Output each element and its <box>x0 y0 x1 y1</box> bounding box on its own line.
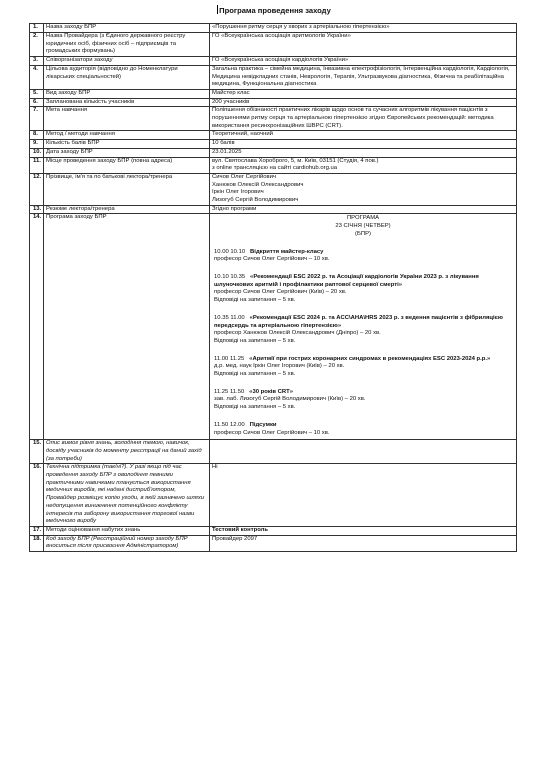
lecturer-name: Лизогуб Сергій Володимирович <box>212 197 299 204</box>
event-qa: Відповіді на запитання – 5 хв. <box>214 337 296 344</box>
row-value: Згідно програми <box>210 205 517 214</box>
table-row <box>30 89 517 98</box>
lecturer-name: Ханюков Олексій Олександрович <box>212 181 304 188</box>
event-title: «Рекомендації ESC 2022 р. та Асоціації кардіологів України 2023 р. з лікування шлуночкових аритмій і профілактики раптової серцевої смерті» <box>214 273 479 288</box>
table-row <box>30 65 517 89</box>
program-heading: ПРОГРАМА <box>346 215 380 222</box>
event-time: 10.35 11.00 <box>214 314 245 321</box>
row-number: 15. <box>30 440 44 464</box>
event-speaker: д.р. мед. наук Іркін Олег Ігорович (Київ) – 20 хв. <box>214 363 345 370</box>
row-label: Опис вимог рівня знань, володіння темою, навичок, досвіду учасників до моменту реєстрації на даний захід (за потреби) <box>44 440 210 464</box>
row-value: Загальна практика – сімейна медицина, Інвазивна електрофізіологія, Інтервенційна кардіологія, Кардіологія, Медицина невідкладних станів, Неврологія, Терапія, Ультразвукова діагностика, Фізична та реабілітаційна медицина, Функціональна діагностика <box>210 65 517 89</box>
row-value: ГО «Всеукраїнська асоціація кардіологів України» <box>210 57 517 66</box>
row-number: 1. <box>30 24 44 33</box>
row-value: Тестовий контроль <box>210 526 517 535</box>
row-value: Ні <box>210 464 517 527</box>
table-row <box>30 526 517 535</box>
row-label: Місце проведення заходу БПР (повна адреса) <box>44 157 210 173</box>
event-speaker: зав. лаб. Лизогуб Сергій Володимирович (Київ) – 20 хв. <box>214 396 366 403</box>
venue-online: з online трансляцією на сайті cardiohub.org.ua <box>212 165 338 172</box>
row-number: 2. <box>30 33 44 57</box>
row-value: ГО «Всеукраїнська асоціація аритмологів України» <box>210 33 517 57</box>
row-label: Назва заходу БПР <box>44 24 210 33</box>
event-speaker: професор Сичов Олег Сергійович (Київ) – 20 хв. <box>214 289 347 296</box>
row-label: Методи оцінювання набутих знань <box>44 526 210 535</box>
row-number: 6. <box>30 98 44 107</box>
row-number: 18. <box>30 535 44 551</box>
table-row <box>30 440 517 464</box>
row-label: Вид заходу БПР <box>44 89 210 98</box>
event-speaker: професор Ханюков Олексій Олександрович (Дніпро) – 20 хв. <box>214 330 381 337</box>
row-label: Кількість балів БПР <box>44 140 210 149</box>
row-number: 14. <box>30 214 44 440</box>
event-qa: Відповіді на запитання – 5 хв. <box>214 404 296 411</box>
table-row <box>30 464 517 527</box>
table-row <box>30 205 517 214</box>
program-event <box>214 274 512 305</box>
row-value: Теоретичний, наочний <box>210 131 517 140</box>
table-row <box>30 148 517 157</box>
event-qa: Відповіді на запитання – 5 хв. <box>214 371 296 378</box>
row-value: Провайдер 2097 <box>210 535 517 551</box>
row-label: Код заходу БПР (Реєстраційний номер заходу БПР вноситься після присвоєння Адміністратором) <box>44 535 210 551</box>
row-label: Запланована кількість учасників <box>44 98 210 107</box>
table-row <box>30 140 517 149</box>
program-type: (БПР) <box>355 230 371 237</box>
event-title: «Аритмії при гострих коронарних синдромах в рекомендаціях ESC 2023-2024 р.р.» <box>249 355 491 362</box>
program-event <box>214 389 512 412</box>
program-event <box>214 249 512 264</box>
program-event <box>214 356 512 379</box>
event-time: 11.50 12.00 <box>214 421 245 428</box>
row-number: 7. <box>30 107 44 131</box>
program-table <box>29 23 517 552</box>
row-value: 200 учасників <box>210 98 517 107</box>
row-label: Цільова аудиторія (відповідно до Номенклатури лікарських спеціальностей) <box>44 65 210 89</box>
row-label: Резюме лектора/тренера <box>44 205 210 214</box>
event-speaker: професор Сичов Олег Сергійович – 10 хв. <box>214 429 330 436</box>
event-title: «30 років CRT» <box>249 388 294 395</box>
event-speaker: професор Сичов Олег Сергійович – 10 хв. <box>214 256 330 263</box>
row-value <box>210 157 517 173</box>
row-number: 3. <box>30 57 44 66</box>
row-number: 16. <box>30 464 44 527</box>
table-row <box>30 535 517 551</box>
table-row <box>30 214 517 440</box>
row-label: Дата заходу БПР <box>44 148 210 157</box>
row-value: 23.01.2025 <box>210 148 517 157</box>
row-number: 5. <box>30 89 44 98</box>
event-title: «Рекомендації ESC 2024 р. та ACC\AHA\HRS 2023 р. з ведення пацієнтів з фібриляцією передсердь та артеріальною гіпертензією» <box>214 314 503 329</box>
row-label: Мета навчання <box>44 107 210 131</box>
row-value: 10 балів <box>210 140 517 149</box>
row-number: 11. <box>30 157 44 173</box>
row-value: Поліпшення обізнаності практичних лікарів щодо основ та сучасних алгоритмів лікування пацієнтів з порушеннями ритму серця та артеріальною гіпертензією згідно Європейських рекомендацій: методика використання ресинхронізаційних ШВРС (CRT). <box>210 107 517 131</box>
venue-address: вул. Святослава Хороброго, 5, м. Київ, 03151 (Студія, 4 пов.) <box>212 157 379 164</box>
row-label: Прізвище, ім'я та по батькові лектора/тренера <box>44 173 210 205</box>
document-title <box>0 5 548 15</box>
table-row <box>30 33 517 57</box>
row-label: Метод / методи навчання <box>44 131 210 140</box>
row-number: 17. <box>30 526 44 535</box>
row-number: 13. <box>30 205 44 214</box>
row-number: 4. <box>30 65 44 89</box>
row-number: 8. <box>30 131 44 140</box>
program-cell <box>210 214 517 440</box>
program-date: 23 СІЧНЯ (ЧЕТВЕР) <box>335 223 391 230</box>
event-title: Відкриття майстер-класу <box>250 248 324 255</box>
lecturer-name: Сичов Олег Сергійович <box>212 173 276 180</box>
row-label: Співорганізатори заходу <box>44 57 210 66</box>
row-value <box>210 440 517 464</box>
table-row <box>30 24 517 33</box>
event-time: 11.25 11.50 <box>214 388 245 395</box>
program-event <box>214 315 512 346</box>
table-row <box>30 107 517 131</box>
event-title: Підсумки <box>249 421 277 428</box>
event-time: 10.00 10.10 <box>214 248 246 255</box>
title-text: Програма проведення заходу <box>219 6 331 15</box>
event-qa: Відповіді на запитання – 5 хв. <box>214 297 296 304</box>
row-label: Програма заходу БПР <box>44 214 210 440</box>
table-row <box>30 157 517 173</box>
row-label: Технічна підтримка (так/ні?). У разі якщо під час проведення заходу БПР з оволодіння певними практичними навичками планується використання медичних виробів, які надані дистриб'ютором, Провайдер розміщує копію угоди, в якій зазначено шляхи недопущення виникнення потенційного конфлікту інтересів та заборону використання торгової назви медичного виробу <box>44 464 210 527</box>
table-row <box>30 131 517 140</box>
row-number: 12. <box>30 173 44 205</box>
row-number: 9. <box>30 140 44 149</box>
table-row <box>30 173 517 205</box>
row-value: «Порушення ритму серця у хворих з артеріальною гіпертензією» <box>210 24 517 33</box>
row-label: Назва Провайдера (з Єдиного державного реєстру юридичних осіб, фізичних осіб – підприємців та громадських формувань) <box>44 33 210 57</box>
table-row <box>30 57 517 66</box>
row-number: 10. <box>30 148 44 157</box>
event-time: 11.00 11.25 <box>214 355 245 362</box>
row-value <box>210 173 517 205</box>
program-event <box>214 422 512 437</box>
table-row <box>30 98 517 107</box>
lecturer-name: Іркін Олег Ігорович <box>212 189 264 196</box>
row-value: Майстер клас <box>210 89 517 98</box>
event-time: 10.10 10.35 <box>214 273 246 280</box>
